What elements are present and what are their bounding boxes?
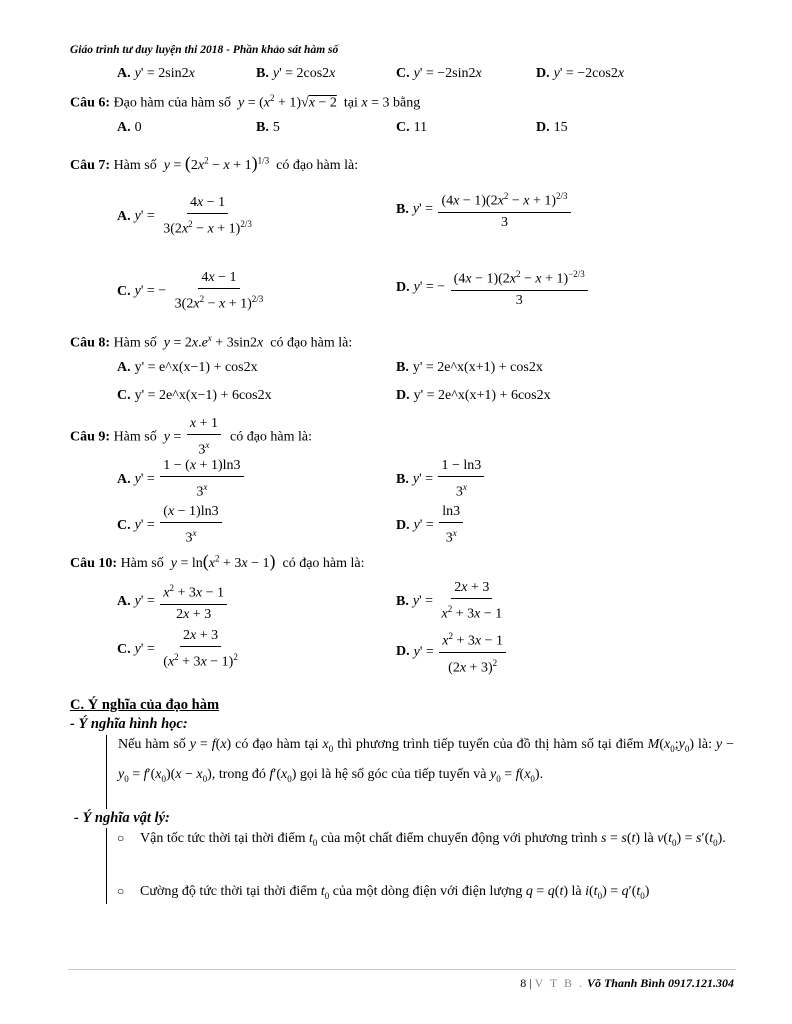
- q7-option-a: A. y' = $\frac{4x - 1}{3(2x^2 - x + 1)^{2/3}}$: [117, 195, 252, 237]
- page-number: 8: [520, 976, 527, 990]
- geometry-block-bar: [106, 735, 107, 809]
- geometry-meaning-title: - Ý nghĩa hình học:: [70, 716, 188, 732]
- q7-stem: Câu 7: Hàm số $y = (2x^2 - x + 1)^{1/3}$ có đạo hàm là:: [70, 153, 359, 173]
- q5-option-d: D. y' = −2cos2x: [536, 66, 625, 81]
- q6-option-b: B. 5: [256, 120, 280, 135]
- page-header: Giáo trình tư duy luyện thi 2018 - Phần khảo sát hàm số: [70, 44, 339, 56]
- q10-option-d: D. y' = $\frac{x^2 + 3x - 1}{(2x + 3)^2}$: [396, 628, 508, 676]
- q6-option-a: A. 0: [117, 120, 142, 135]
- q6-option-d: D. 15: [536, 120, 568, 135]
- q9-option-b: B. y' = $\frac{1 - \ln 3}{3^x}$: [396, 458, 486, 501]
- footer-author: Võ Thanh Bình 0917.121.304: [586, 976, 734, 990]
- q9-stem: Câu 9: Hàm số y = $\frac{x + 1}{3^x}$ có đạo hàm là:: [70, 416, 313, 458]
- q5-option-a: A. y' = 2sin2x: [117, 66, 195, 81]
- q9-option-d: D. y' = $\frac{\ln 3}{3^x}$: [396, 504, 465, 547]
- q8-option-b: B. y' = 2e^x(x+1) + cos2x: [396, 360, 543, 375]
- bullet-circle-icon: ○: [117, 831, 125, 845]
- physics-velocity-text: Vận tốc tức thời tại thời điểm $t_0$ của một chất điểm chuyển động với phương trình s = s(t) là $v(t_0) = s'(t_0)$.: [140, 831, 726, 848]
- q6-option-c: C. 11: [396, 120, 428, 135]
- q10-option-a: A. y' = $\frac{x^2 + 3x - 1}{2x + 3}$: [117, 580, 229, 623]
- q7-option-c: C. y' = − $\frac{4x - 1}{3(2x^2 - x + 1)^{2/3}}$: [117, 270, 264, 312]
- page-footer: [520, 976, 734, 991]
- q8-option-a: A. y' = e^x(x−1) + cos2x: [117, 360, 258, 375]
- footer-separator: |: [529, 976, 532, 990]
- q9-option-a: A. y' = $\frac{1 - (x + 1)\ln 3}{3^x}$: [117, 458, 246, 501]
- q8-option-c: C. y' = 2e^x(x−1) + 6cos2x: [117, 388, 272, 403]
- q5-option-b: B. y' = 2cos2x: [256, 66, 336, 81]
- q8-option-d: D. y' = 2e^x(x+1) + 6cos2x: [396, 388, 551, 403]
- q10-stem: Câu 10: Hàm số $y = \ln(x^2 + 3x - 1)$ có đạo hàm là:: [70, 551, 365, 571]
- physics-meaning-title: - Ý nghĩa vật lý:: [74, 810, 170, 826]
- q10-option-c: C. y' = $\frac{2x + 3}{(x^2 + 3x - 1)^2}$: [117, 628, 238, 670]
- physics-block-bar: [106, 828, 107, 904]
- footer-brand: V T B .: [534, 976, 584, 990]
- footer-divider: [68, 969, 736, 970]
- q6-stem: Câu 6: Đạo hàm của hàm số $y = (x^2 + 1)√x - 2$ tại x = 3 bằng: [70, 93, 421, 111]
- q9-option-c: C. y' = $\frac{(x - 1)\ln 3}{3^x}$: [117, 504, 224, 547]
- section-c-title: C. Ý nghĩa của đạo hàm: [70, 697, 220, 713]
- physics-current-text: Cường độ tức thời tại thời điểm $t_0$ của một dòng điện với điện lượng q = q(t) là $i(t_0) = q'(t_0)$: [140, 884, 650, 901]
- q8-stem: Câu 8: Hàm số $y = 2x.e^x + 3\sin 2x$ có đạo hàm là:: [70, 333, 353, 351]
- q10-option-b: B. y' = $\frac{2x + 3}{x^2 + 3x - 1}$: [396, 580, 503, 622]
- q5-option-c: C. y' = −2sin2x: [396, 66, 482, 81]
- bullet-circle-icon: ○: [117, 884, 125, 898]
- q7-option-b: B. y' = $\frac{(4x - 1)(2x^2 - x + 1)^{2/3}}{3}$: [396, 188, 573, 231]
- geometry-meaning-text: Nếu hàm số y = f(x) có đạo hàm tại $x_0$ thì phương trình tiếp tuyến của đồ thị hàm số tại điểm $M(x_0;y_0)$ là: $y - y_0 = f'(x_0)(x - x_0)$, trong đó $f'(x_0)$ gọi là hệ số góc của tiếp tuyến và $y_0 = f(x_0)$.: [118, 737, 734, 784]
- q7-option-d: D. y' = − $\frac{(4x - 1)(2x^2 - x + 1)^{-2/3}}{3}$: [396, 266, 590, 309]
